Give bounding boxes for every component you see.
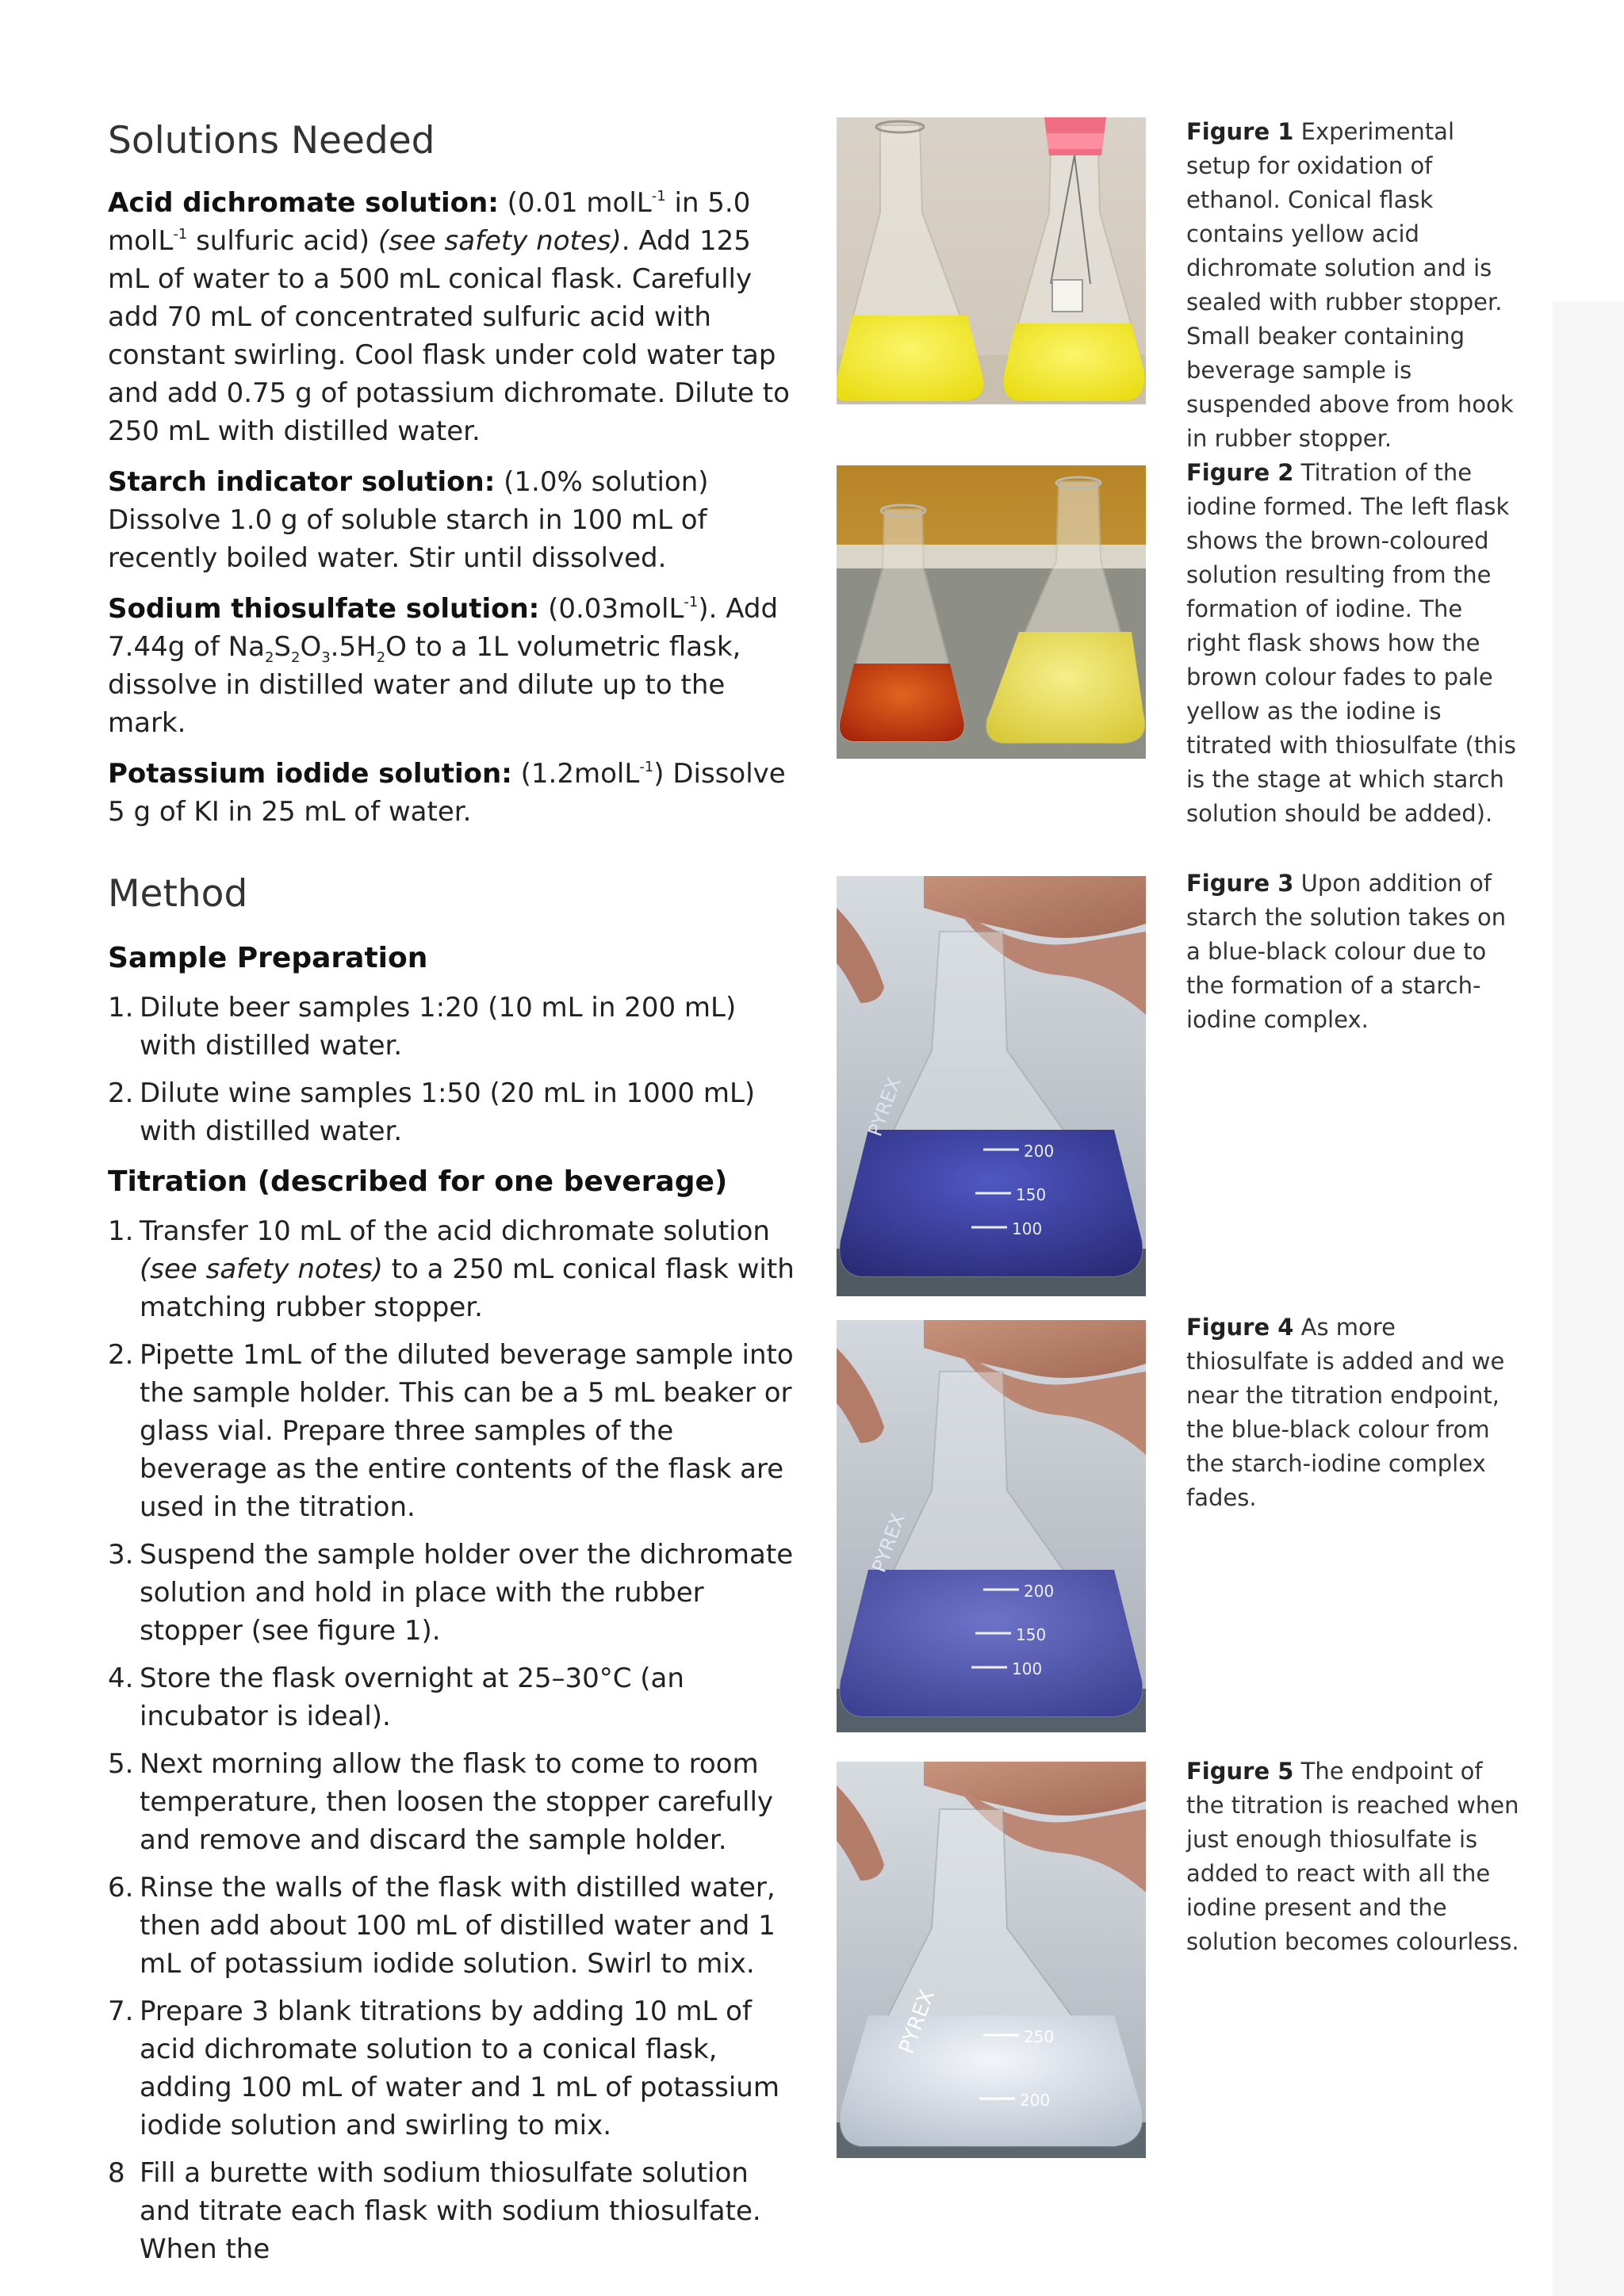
thiosulfate-label: Sodium thiosulfate solution: (108, 593, 540, 626)
thiosulfate-paragraph (108, 590, 798, 742)
figure-3-photo (837, 876, 1146, 1296)
solutions-heading: Solutions Needed (108, 119, 435, 163)
list-item (108, 1745, 798, 1859)
step-number: 1. (108, 1215, 134, 1247)
step-text: Rinse the walls of the flask with distilled water, then add about 100 mL of distilled water and 1 mL of potassium iodide solution. Swirl to mix. (140, 1871, 776, 1980)
thio-sub-1: 2 (264, 649, 274, 667)
step-number: 6. (108, 1871, 134, 1904)
step-text: Next morning allow the flask to come to room temperature, then loosen the stopper carefully and remove and discard the sample holder. (140, 1747, 774, 1856)
flask-brand-mark: PYREX (894, 1986, 940, 2057)
acid-dichromate-paragraph (108, 184, 798, 450)
thio-text-3: S (274, 631, 291, 664)
step-text: Prepare 3 blank titrations by adding 10 mL of acid dichromate solution to a conical flask, adding 100 mL of water and 1 mL of potassium iodide solution and swirling to mix. (140, 1995, 779, 2141)
step-number: 8 (108, 2156, 125, 2189)
list-item (108, 1659, 798, 1735)
figure-2-label: Figure 2 (1186, 459, 1294, 486)
thio-sub-4: 2 (376, 649, 386, 667)
flask-volume-250: 250 (1024, 2027, 1055, 2046)
step-number: 3. (108, 1538, 134, 1571)
figure-5-label: Figure 5 (1186, 1758, 1294, 1785)
figure-2-text: Titration of the iodine formed. The left flask shows the brown-coloured solution resulting from the formation of iodine. The right flask shows how the brown colour fades to pale yellow as the iodine is titrated with thiosulfate (this is the stage at which starch solution should be added). (1186, 459, 1516, 827)
figure-5-caption (1186, 1755, 1519, 1959)
acid-conc-mid: in 5.0 molL (108, 187, 751, 258)
method-heading: Method (108, 872, 248, 916)
step-number: 7. (108, 1995, 134, 2027)
flask-volume-200: 200 (1024, 1582, 1055, 1601)
titration-list (108, 1212, 798, 2268)
figure-3-label: Figure 3 (1186, 870, 1294, 897)
figure-1-text: Experimental setup for oxidation of ethanol. Conical flask contains yellow acid dichromate solution and is sealed with rubber stopper. Small beaker containing beverage sample is suspended above from hook in rubber stopper. (1186, 118, 1514, 452)
sample-preparation-list (108, 989, 798, 1150)
acid-sup-1: -1 (651, 188, 666, 205)
acid-dichromate-label: Acid dichromate solution: (108, 187, 499, 220)
step-number: 5. (108, 1747, 134, 1780)
figure-5-text: The endpoint of the titration is reached when just enough thiosulfate is added to react with all the iodine present and the solution becomes colourless. (1186, 1758, 1519, 1955)
flask-volume-150: 150 (1016, 1185, 1047, 1204)
list-item (108, 1074, 798, 1150)
flask-brand-mark: PYREX (868, 1510, 910, 1576)
step-text: Transfer 10 mL of the acid dichromate solution (140, 1215, 770, 1247)
step-number: 2. (108, 1077, 134, 1109)
step-text: Dilute wine samples 1:50 (20 mL in 1000 mL) with distilled water. (140, 1077, 756, 1147)
figure-4-photo (837, 1320, 1146, 1732)
titration-heading: Titration (described for one beverage) (108, 1165, 728, 1198)
figure-3-text: Upon addition of starch the solution takes on a blue-black colour due to the formation of a starch-iodine complex. (1186, 870, 1507, 1033)
step-text: to a 250 mL conical flask with matching rubber stopper. (140, 1253, 795, 1323)
page-edge-shade (1553, 301, 1624, 2296)
list-item (108, 989, 798, 1065)
flask-volume-200: 200 (1020, 2091, 1051, 2110)
flask-volume-100: 100 (1012, 1219, 1043, 1238)
flask-volume-150: 150 (1016, 1625, 1047, 1644)
figure-1-caption (1186, 115, 1519, 456)
thio-text-4: O (300, 631, 322, 664)
ki-text-2: ) Dissolve 5 g of KI in 25 mL of water. (108, 758, 786, 828)
figure-3-caption (1186, 867, 1519, 1037)
potassium-iodide-label: Potassium iodide solution: (108, 758, 512, 790)
flask-volume-100: 100 (1012, 1659, 1043, 1678)
figure-4-label: Figure 4 (1186, 1314, 1294, 1341)
list-item (108, 1536, 798, 1650)
acid-conc-post: sulfuric acid) (187, 225, 378, 258)
acid-conc-text: (0.01 molL (507, 187, 652, 220)
thio-text-5: .5H (330, 631, 377, 664)
step-number: 1. (108, 991, 134, 1024)
thio-text-1: (0.03molL (539, 593, 684, 626)
list-item (108, 1212, 798, 1326)
potassium-iodide-paragraph (108, 755, 798, 831)
sample-preparation-heading: Sample Preparation (108, 941, 428, 974)
flask-brand-mark: PYREX (864, 1074, 906, 1140)
figure-2-caption (1186, 456, 1519, 831)
left-text-column (108, 119, 798, 2281)
list-item (108, 1992, 798, 2145)
acid-safety-note: (see safety notes) (377, 225, 622, 258)
acid-text: . Add 125 mL of water to a 500 mL conical flask. Carefully add 70 mL of concentrated sulfuric acid with constant swirling. Cool flask under cold water tap and add 0.75 g of potassium dichromate. Dilute to 250 mL with distilled water. (108, 225, 790, 448)
ki-sup: -1 (639, 759, 654, 776)
ki-text-1: (1.2molL (511, 758, 640, 790)
step-number: 2. (108, 1338, 134, 1371)
step-number: 4. (108, 1662, 134, 1694)
list-item (108, 2154, 798, 2268)
figure-1-label: Figure 1 (1186, 118, 1294, 145)
step-text: Dilute beer samples 1:20 (10 mL in 200 mL) with distilled water. (140, 991, 737, 1062)
figure-1-photo (837, 117, 1146, 404)
list-item (108, 1869, 798, 1983)
safety-note-ref: (see safety notes) (140, 1253, 383, 1285)
step-text: Suspend the sample holder over the dichromate solution and hold in place with the rubber stopper (see figure 1). (140, 1538, 794, 1647)
flask-volume-200: 200 (1024, 1142, 1055, 1161)
step-text: Store the flask overnight at 25–30°C (an incubator is ideal). (140, 1662, 684, 1732)
figure-2-photo (837, 465, 1146, 759)
thio-sup: -1 (684, 594, 699, 611)
acid-sup-2: -1 (173, 226, 188, 243)
thio-text-6: O to a 1L volumetric flask, dissolve in distilled water and dilute up to the mark. (108, 631, 741, 740)
thio-sub-2: 2 (291, 649, 301, 667)
starch-label: Starch indicator solution: (108, 466, 496, 499)
figure-5-photo (837, 1762, 1146, 2158)
thio-sub-3: 3 (321, 649, 331, 667)
starch-paragraph (108, 463, 798, 577)
starch-text: (1.0% solution) Dissolve 1.0 g of soluble starch in 100 mL of recently boiled water. Stir until dissolved. (108, 466, 709, 575)
step-text: Fill a burette with sodium thiosulfate solution and titrate each flask with sodium thiosulfate. When the (140, 2156, 761, 2265)
figure-4-caption (1186, 1311, 1519, 1515)
thio-text-2: ). Add 7.44g of Na (108, 593, 779, 664)
list-item (108, 1336, 798, 1526)
step-text: Pipette 1mL of the diluted beverage sample into the sample holder. This can be a 5 mL beaker or glass vial. Prepare three samples of the beverage as the entire contents of the flask are used in the titration. (140, 1338, 794, 1523)
figure-4-text: As more thiosulfate is added and we near the titration endpoint, the blue-black colour from the starch-iodine complex fades. (1186, 1314, 1505, 1511)
